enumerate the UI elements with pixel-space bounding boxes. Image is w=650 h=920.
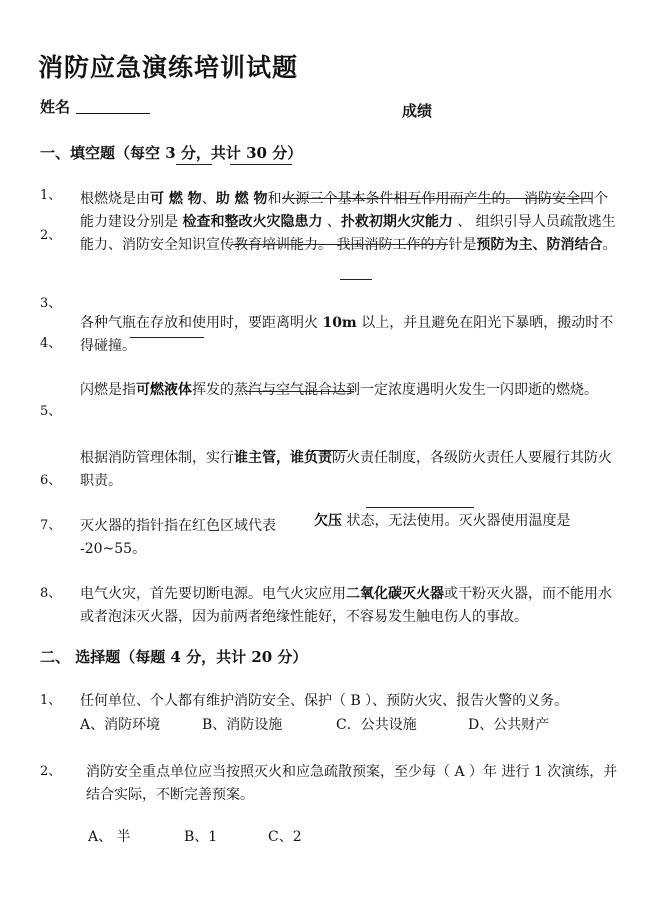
choice-options-2 bbox=[88, 826, 488, 846]
option: B、1 bbox=[184, 829, 218, 845]
question-number: 2、 bbox=[40, 228, 62, 243]
fill-question-7-part3: -20~55。 bbox=[80, 541, 147, 557]
question-number: 4、 bbox=[40, 336, 62, 351]
choice-question-2: 消防安全重点单位应当按照灭火和应急疏散预案，至少每（ A ）年 进行 1 次演练，并结合实际，不断完善预案。 bbox=[86, 764, 618, 803]
fill-question-7-part2: 欠压 状态，无法使用。灭火器使用温度是 bbox=[314, 513, 571, 529]
answer-blank-line bbox=[366, 507, 474, 508]
heading-underline bbox=[230, 164, 292, 165]
question-number: 5、 bbox=[40, 404, 62, 419]
option: B、消防设施 bbox=[202, 717, 283, 733]
option: A、 半 bbox=[88, 829, 131, 845]
fill-question-8: 电气火灾，首先要切断电源。电气火灾应用二氧化碳灭火器或干粉灭火器，而不能用水或者泡沫灭火器，因为前两者绝缘性能好，不容易发生触电伤人的事故。 bbox=[80, 586, 612, 625]
question-number: 1、 bbox=[40, 693, 62, 708]
option: C、2 bbox=[268, 829, 302, 845]
fill-question-5: 闪燃是指可燃液体挥发的蒸汽与空气混合达到一定浓度遇明火发生一闪即逝的燃烧。 bbox=[80, 382, 598, 398]
question-number: 8、 bbox=[40, 586, 62, 601]
question-number: 1、 bbox=[40, 188, 62, 203]
answer-blank-line bbox=[340, 279, 372, 280]
answer-blank-line bbox=[130, 337, 204, 338]
name-blank-line bbox=[76, 113, 150, 114]
fill-question-6: 根据消防管理体制，实行谁主管，谁负责防火责任制度，各级防火责任人要履行其防火职责。 bbox=[80, 450, 612, 489]
question-number: 2、 bbox=[40, 764, 62, 779]
page-title: 消防应急演练培训试题 bbox=[38, 53, 299, 82]
section2-heading: 二、 选择题（每题 4 分，共计 20 分） bbox=[40, 648, 308, 666]
heading-underline bbox=[176, 164, 212, 165]
option: C．公共设施 bbox=[336, 717, 417, 733]
strike-line bbox=[232, 244, 448, 245]
score-label: 成绩 bbox=[402, 102, 433, 120]
question-number: 3、 bbox=[40, 296, 62, 311]
choice-question-1: 任何单位、个人都有维护消防安全、保护（ B ）、预防火灾、报告火警的义务。 bbox=[80, 693, 569, 709]
option: A、消防环境 bbox=[80, 717, 161, 733]
section1-heading: 一、填空题（每空 3 分，共计 30 分） bbox=[40, 144, 303, 162]
answer-blank-line bbox=[312, 450, 348, 451]
option: D、公共财产 bbox=[468, 717, 550, 733]
fill-question-1: 根燃烧是由可 燃 物、助 燃 物和火源三个基本条件相互作用而产生的。 消防安全四个能力建设分别是 检查和整改火灾隐患力 、扑救初期火灾能力 、 组织引导人员疏散逃生能力、消防安全知识宣传教育培训能力。 我国消防工作的方针是预防为主、防消结合。 bbox=[80, 191, 617, 253]
strike-line bbox=[282, 198, 592, 199]
question-number: 7、 bbox=[40, 518, 62, 533]
name-label: 姓名 bbox=[40, 98, 71, 116]
question-number: 6、 bbox=[40, 473, 62, 488]
choice-options-1 bbox=[80, 714, 620, 734]
strike-line bbox=[246, 391, 354, 392]
fill-question-7-part1: 灭火器的指针指在红色区域代表 bbox=[80, 518, 276, 534]
fill-question-4: 各种气瓶在存放和使用时，要距离明火 10m 以上，并且避免在阳光下暴晒，搬动时不得碰撞。 bbox=[80, 315, 614, 354]
